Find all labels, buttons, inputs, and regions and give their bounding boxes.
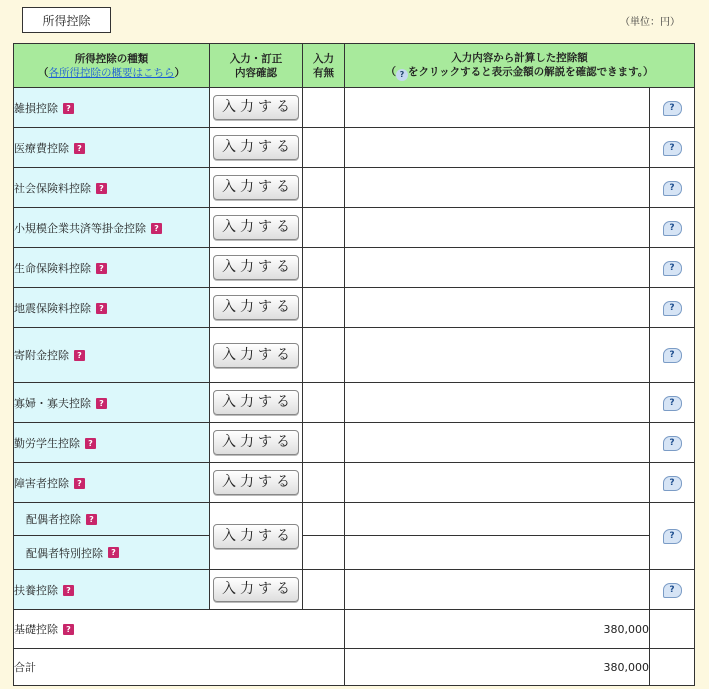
deduction-input-cell	[210, 463, 303, 503]
dependent-input-cell	[210, 570, 303, 610]
deduction-overview-link[interactable]: 各所得控除の概要はこちら	[48, 66, 175, 79]
amount-explain-icon[interactable]: ?	[663, 261, 682, 276]
deduction-input-cell	[210, 248, 303, 288]
deduction-label: 障害者控除	[14, 476, 69, 490]
deduction-amount-cell	[345, 128, 650, 168]
deduction-amount-help-cell	[650, 463, 695, 503]
deduction-status-cell	[303, 168, 345, 208]
deduction-row	[14, 463, 695, 503]
dependent-amount-cell	[345, 570, 650, 610]
amount-explain-icon[interactable]: ?	[663, 221, 682, 236]
deduction-label: 社会保険料控除	[14, 181, 91, 195]
col-input-status-line1: 入力	[313, 52, 334, 65]
amount-explain-icon[interactable]: ?	[663, 396, 682, 411]
basic-name-cell	[14, 610, 345, 649]
input-button[interactable]: 入力する	[213, 295, 299, 320]
basic-amount: 380,000	[345, 610, 650, 649]
deduction-input-cell	[210, 383, 303, 423]
amount-explain-icon[interactable]: ?	[663, 348, 682, 363]
amount-explain-icon[interactable]: ?	[663, 583, 682, 598]
help-icon[interactable]: ?	[85, 438, 96, 449]
deduction-label: 勤労学生控除	[14, 436, 80, 450]
deduction-input-cell	[210, 288, 303, 328]
deduction-status-cell	[303, 288, 345, 328]
dependent-row	[14, 570, 695, 610]
deduction-amount-help-cell	[650, 328, 695, 383]
spouse-amount-cell	[345, 503, 650, 570]
col-input-edit-line2: 内容確認	[235, 66, 277, 79]
basic-row	[14, 610, 695, 649]
dependent-status-cell	[303, 570, 345, 610]
total-label: 合計	[14, 649, 345, 686]
deduction-label: 寡婦・寡夫控除	[14, 396, 91, 410]
deduction-amount-cell	[345, 168, 650, 208]
input-button[interactable]: 入力する	[213, 470, 299, 495]
deduction-amount-cell	[345, 328, 650, 383]
deduction-status-cell	[303, 423, 345, 463]
help-icon[interactable]: ?	[96, 263, 107, 274]
deduction-label: 寄附金控除	[14, 349, 69, 362]
deduction-amount-cell	[345, 288, 650, 328]
deduction-amount-help-cell	[650, 128, 695, 168]
spouse-status-cell	[303, 503, 345, 570]
deduction-name-cell	[14, 328, 210, 383]
deduction-amount-help-cell	[650, 88, 695, 128]
deduction-status-cell	[303, 208, 345, 248]
deduction-name-cell	[14, 168, 210, 208]
unit-label: （単位：円）	[620, 17, 680, 28]
deduction-name-cell	[14, 288, 210, 328]
deduction-label: 生命保険料控除	[14, 261, 91, 275]
help-icon[interactable]: ?	[96, 398, 107, 409]
col-deduction-type: 所得控除の種類 （各所得控除の概要はこちら）	[14, 44, 210, 88]
deduction-name-cell	[14, 463, 210, 503]
spouse-amount-help-cell	[650, 503, 695, 570]
input-button[interactable]: 入力する	[213, 430, 299, 455]
deduction-amount-cell	[345, 88, 650, 128]
dependent-amount-help-cell	[650, 570, 695, 610]
input-button-spouse[interactable]: 入力する	[213, 524, 299, 549]
input-button[interactable]: 入力する	[213, 175, 299, 200]
spouse-names-cell	[14, 503, 210, 570]
help-icon[interactable]: ?	[74, 143, 85, 154]
spouse-row	[14, 503, 695, 570]
deduction-input-cell	[210, 88, 303, 128]
input-button[interactable]: 入力する	[213, 255, 299, 280]
deduction-input-cell	[210, 423, 303, 463]
deduction-table	[13, 43, 695, 686]
deduction-amount-help-cell	[650, 168, 695, 208]
col-input-edit-line1: 入力・訂正	[229, 52, 283, 65]
spouse-special-deduction-label: 配偶者特別控除	[26, 546, 103, 560]
help-icon[interactable]: ?	[96, 303, 107, 314]
deduction-row	[14, 88, 695, 128]
spouse-deduction-label: 配偶者控除	[26, 513, 81, 526]
amount-explain-icon[interactable]: ?	[663, 476, 682, 491]
deduction-name-cell	[14, 383, 210, 423]
deduction-row	[14, 288, 695, 328]
deduction-label: 地震保険料控除	[14, 301, 91, 315]
amount-explain-icon[interactable]: ?	[663, 101, 682, 116]
deduction-name-cell	[14, 248, 210, 288]
total-row	[14, 649, 695, 686]
deduction-row	[14, 208, 695, 248]
help-icon[interactable]: ?	[108, 547, 119, 558]
deduction-input-cell	[210, 208, 303, 248]
col-input-status	[303, 44, 345, 88]
deduction-status-cell	[303, 88, 345, 128]
amount-explain-icon[interactable]: ?	[663, 181, 682, 196]
deduction-amount-cell	[345, 383, 650, 423]
input-button[interactable]: 入力する	[213, 343, 299, 368]
help-icon[interactable]: ?	[86, 514, 97, 525]
help-icon[interactable]: ?	[63, 624, 74, 635]
deduction-status-cell	[303, 248, 345, 288]
col-deduction-type-title: 所得控除の種類	[74, 52, 149, 65]
deduction-status-cell	[303, 463, 345, 503]
deduction-input-cell	[210, 328, 303, 383]
deduction-amount-cell	[345, 248, 650, 288]
help-icon[interactable]: ?	[151, 223, 162, 234]
section-title: 所得控除	[22, 7, 111, 33]
deduction-label: 雑損控除	[14, 101, 58, 115]
spouse-deduction-name	[14, 503, 209, 536]
col-calculated-amount-title: 入力内容から計算した控除額	[451, 51, 588, 64]
deduction-name-cell	[14, 88, 210, 128]
deduction-input-cell	[210, 128, 303, 168]
deduction-amount-help-cell	[650, 383, 695, 423]
help-icon[interactable]: ?	[74, 478, 85, 489]
help-icon[interactable]: ?	[63, 585, 74, 596]
deduction-row	[14, 328, 695, 383]
amount-explain-icon[interactable]: ?	[663, 529, 682, 544]
help-icon[interactable]: ?	[63, 103, 74, 114]
deduction-row	[14, 128, 695, 168]
help-icon[interactable]: ?	[96, 183, 107, 194]
deduction-row	[14, 383, 695, 423]
input-button[interactable]: 入力する	[213, 95, 299, 120]
deduction-label: 医療費控除	[14, 141, 69, 155]
amount-explain-icon[interactable]: ?	[663, 301, 682, 316]
deduction-row	[14, 168, 695, 208]
deduction-name-cell	[14, 423, 210, 463]
table-header-row	[14, 44, 695, 88]
deduction-status-cell	[303, 328, 345, 383]
deduction-input-cell	[210, 168, 303, 208]
col-input-status-line2: 有無	[313, 66, 334, 79]
deduction-amount-help-cell	[650, 248, 695, 288]
col-input-edit	[210, 44, 303, 88]
deduction-amount-help-cell	[650, 208, 695, 248]
input-button[interactable]: 入力する	[213, 135, 299, 160]
deduction-status-cell	[303, 383, 345, 423]
deduction-status-cell	[303, 128, 345, 168]
amount-explain-icon[interactable]: ?	[663, 436, 682, 451]
basic-label: 基礎控除	[14, 623, 58, 636]
input-button[interactable]: 入力する	[213, 390, 299, 415]
spouse-special-deduction-name	[14, 536, 209, 569]
amount-help-icon: ?	[396, 69, 408, 81]
deduction-label: 小規模企業共済等掛金控除	[14, 221, 146, 235]
deduction-amount-cell	[345, 463, 650, 503]
deduction-amount-help-cell	[650, 423, 695, 463]
deduction-name-cell	[14, 128, 210, 168]
col-calculated-amount-note: （ ? をクリックすると表示金額の解説を確認できます。）	[385, 65, 654, 79]
dependent-label: 扶養控除	[14, 583, 58, 597]
amount-explain-icon[interactable]: ?	[663, 141, 682, 156]
dependent-name-cell	[14, 570, 210, 610]
input-button[interactable]: 入力する	[213, 215, 299, 240]
col-calculated-amount	[345, 44, 695, 88]
spouse-input-cell	[210, 503, 303, 570]
deduction-row	[14, 248, 695, 288]
input-button-dependent[interactable]: 入力する	[213, 577, 299, 602]
deduction-amount-help-cell	[650, 288, 695, 328]
deduction-row	[14, 423, 695, 463]
help-icon[interactable]: ?	[74, 350, 85, 361]
deduction-name-cell	[14, 208, 210, 248]
deduction-amount-cell	[345, 423, 650, 463]
total-amount: 380,000	[345, 649, 650, 686]
deduction-amount-cell	[345, 208, 650, 248]
